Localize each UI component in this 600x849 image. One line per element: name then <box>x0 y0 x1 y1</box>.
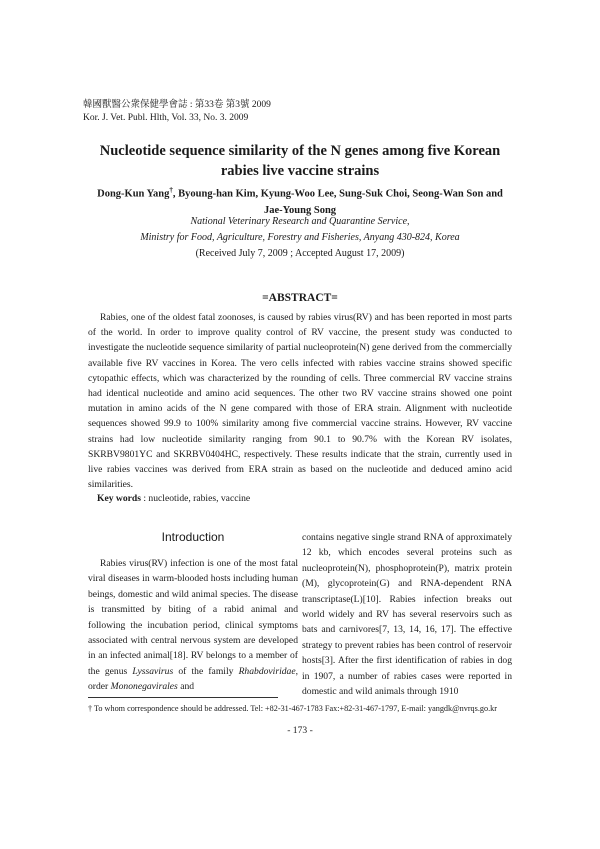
genus-name: Lyssavirus <box>132 665 174 677</box>
order-name: Mononegavirales <box>110 681 178 693</box>
dagger-mark: † <box>169 186 173 194</box>
received-dates: (Received July 7, 2009 ; Accepted August 17, 2009) <box>195 248 405 259</box>
page-number: - 173 - <box>287 725 313 736</box>
affiliation-line-1: National Veterinary Research and Quarantine Service, <box>190 216 410 227</box>
authors-line-2: Jae-Young Song <box>263 204 337 216</box>
corresponding-author: Dong-Kun Yang <box>97 188 170 200</box>
journal-name-korean: 韓國獸醫公衆保健學會誌 : 第33卷 第3號 2009 <box>83 100 271 110</box>
footnote-rule <box>88 697 278 698</box>
correspondence-footnote: † To whom correspondence should be addressed. Tel: +82-31-467-1783 Fax:+82-31-467-1797, E-mail: yangdk@nvrqs.go.kr <box>88 704 497 713</box>
affiliation-line-2: Ministry for Food, Agriculture, Forestry and Fisheries, Anyang 430-824, Korea <box>140 232 460 243</box>
intro-right-text: contains negative single strand RNA of approximately 12 kb, which encodes several proteins such as nucleoprotein(N), phosphoprotein(P), matrix protein (M), glycoprotein(G) and RNA-dependent RNA transcriptase(L)[10]. Rabies infection breaks out world widely and RV has several reservoirs such as bats and carnivores[7, 13, 14, 16, 17]. The effective strategy to prevent rabies has been control of reservoir hosts[3]. After the first identification of rabies in dog in 1907, a number of rabies cases were reported in domestic and wild animals through 1910 <box>302 532 512 698</box>
keywords <box>97 493 250 504</box>
journal-name-english: Kor. J. Vet. Publ. Hlth, Vol. 33, No. 3. 2009 <box>83 112 249 123</box>
abstract-text: Rabies, one of the oldest fatal zoonoses, is caused by rabies virus(RV) and has been reported in most parts of the world. In order to improve quality control of RV vaccine, the present study was conducted to investigate the nucleotide sequence similarity of partial nucleoprotein(N) gene derived from the commercially available five RV vaccines in Korea. The vero cells infected with rabies vaccine strains showed specific cytopathic effects, which was characterized by the rounding of cells. Three commercial RV vaccine strains had identical nucleotide and amino acid sequences. The other two RV vaccine strains showed one point mutation in amino acids of the N gene compared with those of ERA strain. Alignment with nucleotide sequences showed 99.9 to 100% similarity among five commercial vaccine strains. However, RV vaccine strains had low nucleotide similarity ranging from 90.1 to 90.7% with the Korean RV isolates, SKRBV9801YC and SKRBV0404HC, respectively. These results indicate that the strain, currently used in live rabies vaccines was derived from ERA strain as based on the nucleotide and deduced amino acid similarities. <box>88 312 512 491</box>
intro-text-a: Rabies virus(RV) infection is one of the most fatal viral diseases in warm-blooded hosts including human beings, domestic and wild animal species. The disease is transmitted by biting of a rabid animal and following the incubation period, clinical symptoms associated with central nervous system are developed in an infected animal[18]. RV belongs to a member of the genus <box>88 558 298 677</box>
intro-right-column <box>302 530 512 699</box>
coauthors: , Byoung-han Kim, Kyung-Woo Lee, Sung-Suk Choi, Seong-Wan Son and <box>172 188 503 200</box>
intro-text-b: of the family <box>173 665 239 677</box>
keywords-value: : nucleotide, rabies, vaccine <box>140 493 251 504</box>
family-name: Rhabdoviridae <box>238 665 296 677</box>
authors-line-1 <box>70 182 530 203</box>
keywords-label: Key words <box>97 493 141 504</box>
title-line-2: rabies live vaccine strains <box>220 163 380 179</box>
affiliation <box>60 214 540 262</box>
abstract-heading: =ABSTRACT= <box>262 292 338 304</box>
intro-text-c: , order <box>88 665 298 693</box>
title-line-1: Nucleotide sequence similarity of the N genes among five Korean <box>99 143 501 159</box>
intro-left-column <box>88 556 298 695</box>
journal-header <box>83 99 271 124</box>
intro-text-d: and <box>177 681 195 693</box>
introduction-heading: Introduction <box>161 530 225 544</box>
paper-title <box>60 141 540 181</box>
